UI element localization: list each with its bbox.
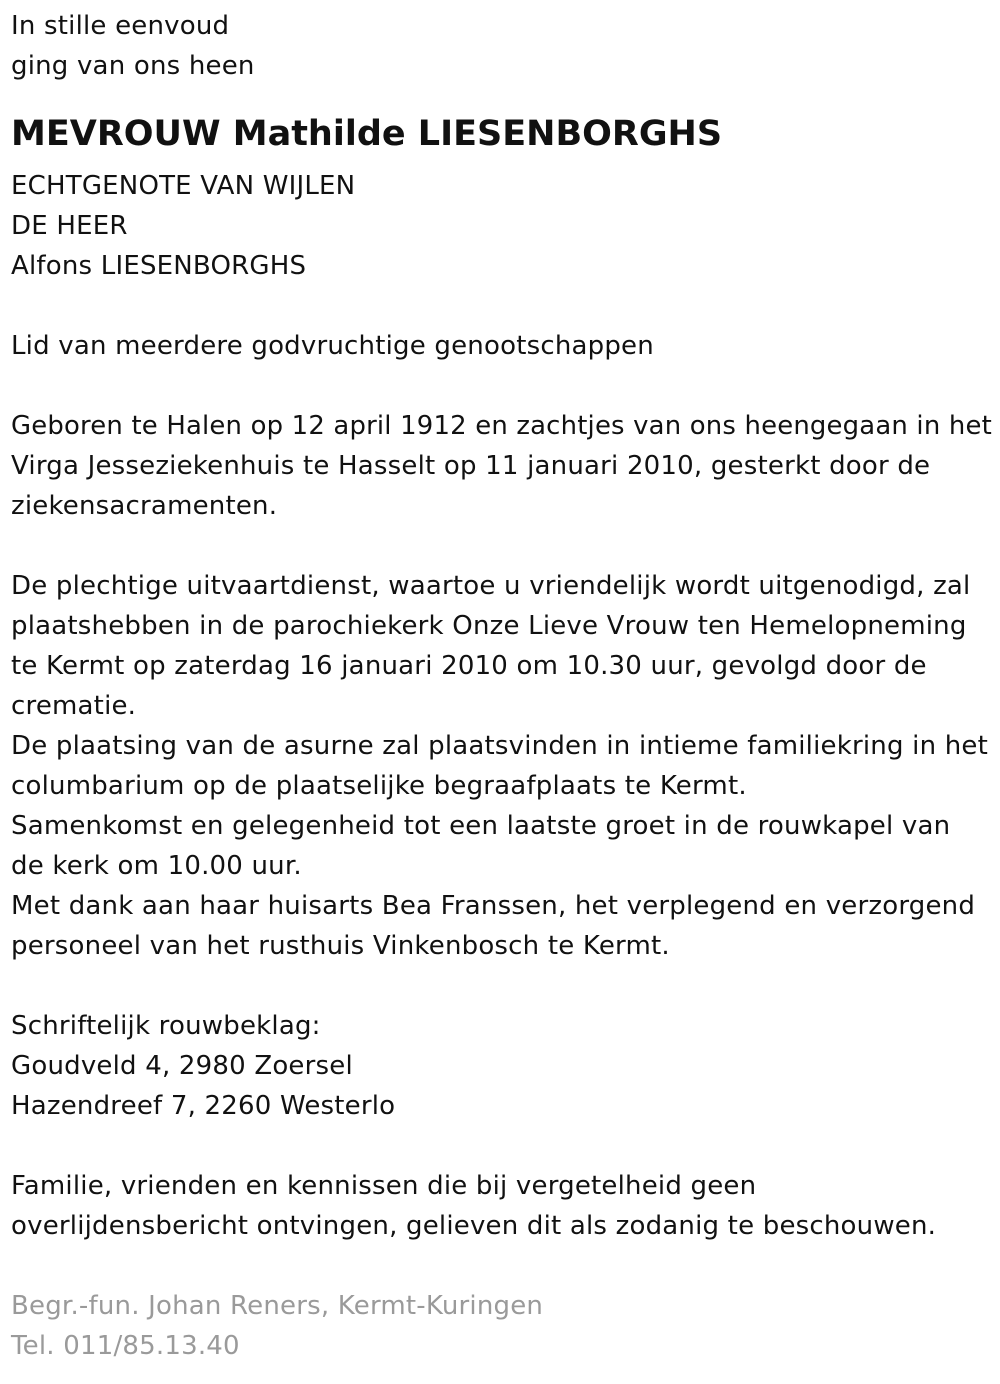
birth-death-line: Virga Jesseziekenhuis te Hasselt op 11 januari 2010, gesterkt door de xyxy=(11,451,931,481)
ceremony-line: crematie. xyxy=(11,691,137,721)
intro-block xyxy=(11,6,996,86)
intro-line: In stille eenvoud xyxy=(11,11,230,41)
funeral-home-phone: Tel. 011/85.13.40 xyxy=(11,1331,240,1361)
deceased-name: MEVROUW Mathilde LIESENBORGHS xyxy=(11,114,723,154)
ceremony-line: plaatshebben in de parochiekerk Onze Lieve Vrouw ten Hemelopneming xyxy=(11,611,967,641)
condolences-address: Goudveld 4, 2980 Zoersel xyxy=(11,1051,353,1081)
ceremony-line: te Kermt op zaterdag 16 januari 2010 om 10.30 uur, gevolgd door de xyxy=(11,651,927,681)
ceremony-line: De plaatsing van de asurne zal plaatsvinden in intieme familiekring in het xyxy=(11,731,988,761)
ceremony-line: columbarium op de plaatselijke begraafplaats te Kermt. xyxy=(11,771,747,801)
ceremony-line: De plechtige uitvaartdienst, waartoe u vriendelijk wordt uitgenodigd, zal xyxy=(11,571,971,601)
intro-line: ging van ons heen xyxy=(11,51,255,81)
notice-block xyxy=(11,1166,996,1246)
spouse-line: Alfons LIESENBORGHS xyxy=(11,251,307,281)
funeral-home-name: Begr.-fun. Johan Reners, Kermt-Kuringen xyxy=(11,1291,544,1321)
condolences-heading: Schriftelijk rouwbeklag: xyxy=(11,1011,321,1041)
ceremony-line: de kerk om 10.00 uur. xyxy=(11,851,302,881)
funeral-home-block xyxy=(11,1286,996,1366)
spouse-block xyxy=(11,166,996,286)
ceremony-line: personeel van het rusthuis Vinkenbosch te Kermt. xyxy=(11,931,670,961)
spouse-line: DE HEER xyxy=(11,211,128,241)
membership-line: Lid van meerdere godvruchtige genootschappen xyxy=(11,331,654,361)
obituary-notice xyxy=(11,6,996,1366)
spouse-line: ECHTGENOTE VAN WIJLEN xyxy=(11,171,356,201)
ceremony-block xyxy=(11,566,996,966)
condolences-block xyxy=(11,1006,996,1126)
ceremony-line: Met dank aan haar huisarts Bea Franssen, het verplegend en verzorgend xyxy=(11,891,976,921)
condolences-address: Hazendreef 7, 2260 Westerlo xyxy=(11,1091,396,1121)
birth-death-line: ziekensacramenten. xyxy=(11,491,278,521)
ceremony-line: Samenkomst en gelegenheid tot een laatste groet in de rouwkapel van xyxy=(11,811,951,841)
notice-line: overlijdensbericht ontvingen, gelieven dit als zodanig te beschouwen. xyxy=(11,1211,937,1241)
birth-death-line: Geboren te Halen op 12 april 1912 en zachtjes van ons heengegaan in het xyxy=(11,411,992,441)
notice-line: Familie, vrienden en kennissen die bij vergetelheid geen xyxy=(11,1171,757,1201)
birth-death-block xyxy=(11,406,996,526)
